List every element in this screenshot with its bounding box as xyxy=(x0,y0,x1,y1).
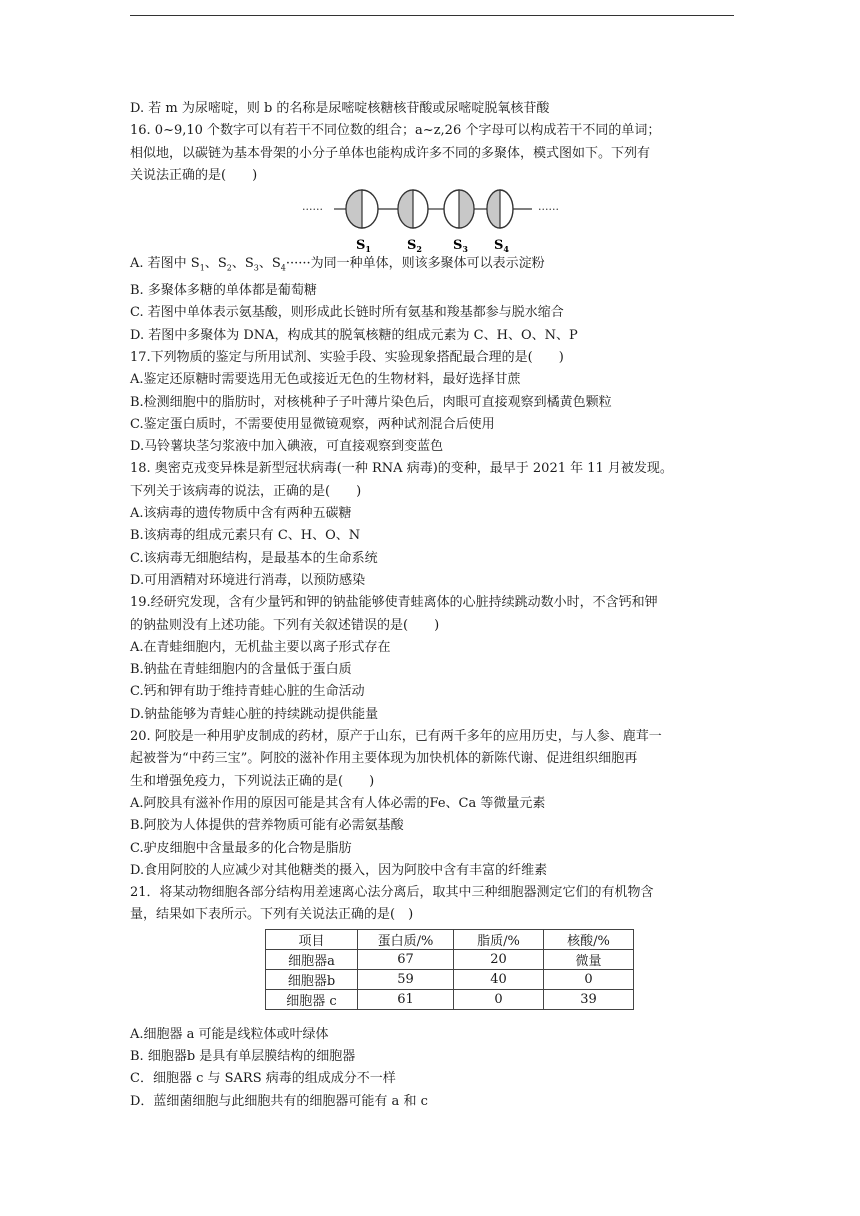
q19-stem-line-2: 的钠盐则没有上述功能。下列有关叙述错误的是( ) xyxy=(130,617,440,633)
q21-option-b: B. 细胞器b 是具有单层膜结构的细胞器 xyxy=(130,1048,356,1064)
table-row xyxy=(266,969,634,989)
q16-stem-line-3: 关说法正确的是( ) xyxy=(130,167,258,183)
q16-stem-line-1: 16. 0~9,10 个数字可以有若干不同位数的组合；a~z,26 个字母可以构成若干不同的单词； xyxy=(130,123,661,139)
organelle-table-wrap xyxy=(130,929,750,1010)
header-rule xyxy=(130,15,734,16)
q21-option-c: C．细胞器 c 与 SARS 病毒的组成成分不一样 xyxy=(130,1071,396,1087)
q18-option-d: D.可用酒精对环境进行消毒，以预防感染 xyxy=(130,572,366,588)
polymer-diagram xyxy=(130,187,750,253)
table-cell: 0 xyxy=(454,989,544,1009)
q20-option-a: A.阿胶具有滋补作用的原因可能是其含有人体必需的Fe、Ca 等微量元素 xyxy=(130,795,546,811)
monomer-s4 xyxy=(487,190,513,228)
table-header-cell: 脂质/% xyxy=(454,929,544,949)
q20-stem-line-1: 20. 阿胶是一种用驴皮制成的药材，原产于山东，已有两千多年的应用历史，与人参、鹿茸一 xyxy=(130,729,662,745)
exam-page xyxy=(130,98,750,1113)
q16-stem-line-2: 相似地，以碳链为基本骨架的小分子单体也能构成许多不同的多聚体，模式图如下。下列有 xyxy=(130,145,651,161)
table-cell: 67 xyxy=(358,949,454,969)
q21-option-d: D．蓝细菌细胞与此细胞共有的细胞器可能有 a 和 c xyxy=(130,1093,428,1109)
diagram-dots-left: ······ xyxy=(302,203,323,217)
q17-option-c: C.鉴定蛋白质时，不需要使用显微镜观察，两种试剂混合后使用 xyxy=(130,416,495,432)
table-cell: 39 xyxy=(544,989,634,1009)
q18-option-b: B.该病毒的组成元素只有 C、H、O、N xyxy=(130,528,361,544)
q16-option-b: B. 多聚体多糖的单体都是葡萄糖 xyxy=(130,283,317,299)
table-cell: 59 xyxy=(358,969,454,989)
diagram-dots-right: ······ xyxy=(538,203,559,217)
polymer-diagram-svg xyxy=(300,187,570,253)
q16-option-c: C. 若图中单体表示氨基酸，则形成此长链时所有氨基和羧基都参与脱水缩合 xyxy=(130,305,564,321)
table-cell: 微量 xyxy=(544,949,634,969)
label-s2: $S_2$ xyxy=(407,238,422,254)
label-s3: $S_3$ xyxy=(453,238,468,254)
table-cell: 细胞器a xyxy=(266,949,358,969)
q20-stem-line-2: 起被誉为“中药三宝”。阿胶的滋补作用主要体现为加快机体的新陈代谢、促进组织细胞再 xyxy=(130,751,638,767)
q18-option-c: C.该病毒无细胞结构，是最基本的生命系统 xyxy=(130,550,378,566)
q20-option-c: C.驴皮细胞中含量最多的化合物是脂肪 xyxy=(130,840,352,856)
organelle-table xyxy=(265,929,634,1010)
q21-stem-line-1: 21．将某动物细胞各部分结构用差速离心法分离后，取其中三种细胞器测定它们的有机物含 xyxy=(130,885,654,901)
q19-option-a: A.在青蛙细胞内，无机盐主要以离子形式存在 xyxy=(130,639,391,655)
q16-option-d: D. 若图中多聚体为 DNA，构成其的脱氧核糖的组成元素为 C、H、O、N、P xyxy=(130,327,578,343)
q19-stem-line-1: 19.经研究发现，含有少量钙和钾的钠盐能够使青蛙离体的心脏持续跳动数小时，不含钙和钾 xyxy=(130,595,658,611)
q18-stem-line-1: 18. 奥密克戎变异株是新型冠状病毒(一种 RNA 病毒)的变种，最早于 2021 年 11 月被发现。 xyxy=(130,461,673,477)
q17-option-b: B.检测细胞中的脂肪时，对核桃种子子叶薄片染色后，肉眼可直接观察到橘黄色颗粒 xyxy=(130,394,612,410)
q15-option-d: D. 若 m 为尿嘧啶，则 b 的名称是尿嘧啶核糖核苷酸或尿嘧啶脱氧核苷酸 xyxy=(130,101,550,116)
table-cell: 61 xyxy=(358,989,454,1009)
q19-option-d: D.钠盐能够为青蛙心脏的持续跳动提供能量 xyxy=(130,706,379,722)
q17-option-d: D.马铃薯块茎匀浆液中加入碘液，可直接观察到变蓝色 xyxy=(130,439,444,455)
table-cell: 20 xyxy=(454,949,544,969)
monomer-s3 xyxy=(444,190,474,228)
q19-option-b: B.钠盐在青蛙细胞内的含量低于蛋白质 xyxy=(130,662,352,678)
table-cell: 细胞器b xyxy=(266,969,358,989)
q17-option-a: A.鉴定还原糖时需要选用无色或接近无色的生物材料，最好选择甘蔗 xyxy=(130,372,521,388)
table-header-cell: 项目 xyxy=(266,929,358,949)
q20-option-b: B.阿胶为人体提供的营养物质可能有必需氨基酸 xyxy=(130,818,404,834)
label-s4: $S_4$ xyxy=(494,238,509,254)
monomer-s1 xyxy=(346,190,378,228)
q19-option-c: C.钙和钾有助于维持青蛙心脏的生命活动 xyxy=(130,684,365,700)
table-header-row xyxy=(266,929,634,949)
table-row xyxy=(266,949,634,969)
table-cell: 细胞器 c xyxy=(266,989,358,1009)
q21-stem-line-2: 量，结果如下表所示。下列有关说法正确的是( ) xyxy=(130,907,414,923)
q20-stem-line-3: 生和增强免疫力，下列说法正确的是( ) xyxy=(130,773,375,789)
q16-option-a: A. 若图中 $S_1$、$S_2$、$S_3$、$S_4\cdot\cdot\cdot\cdot\cdot\cdot$为同一种单体，则该多聚体可以表示淀粉 xyxy=(130,256,545,273)
q17-stem: 17.下列物质的鉴定与所用试剂、实验手段、实验现象搭配最合理的是( ) xyxy=(130,349,564,365)
q21-option-a: A.细胞器 a 可能是线粒体或叶绿体 xyxy=(130,1026,329,1042)
table-header-cell: 蛋白质/% xyxy=(358,929,454,949)
table-header-cell: 核酸/% xyxy=(544,929,634,949)
q18-stem-line-2: 下列关于该病毒的说法，正确的是( ) xyxy=(130,483,362,499)
table-cell: 0 xyxy=(544,969,634,989)
label-s1: $S_1$ xyxy=(356,238,371,254)
table-cell: 40 xyxy=(454,969,544,989)
monomer-s2 xyxy=(398,190,428,228)
q20-option-d: D.食用阿胶的人应减少对其他糖类的摄入，因为阿胶中含有丰富的纤维素 xyxy=(130,862,548,878)
q18-option-a: A.该病毒的遗传物质中含有两种五碳糖 xyxy=(130,506,352,522)
table-row xyxy=(266,989,634,1009)
